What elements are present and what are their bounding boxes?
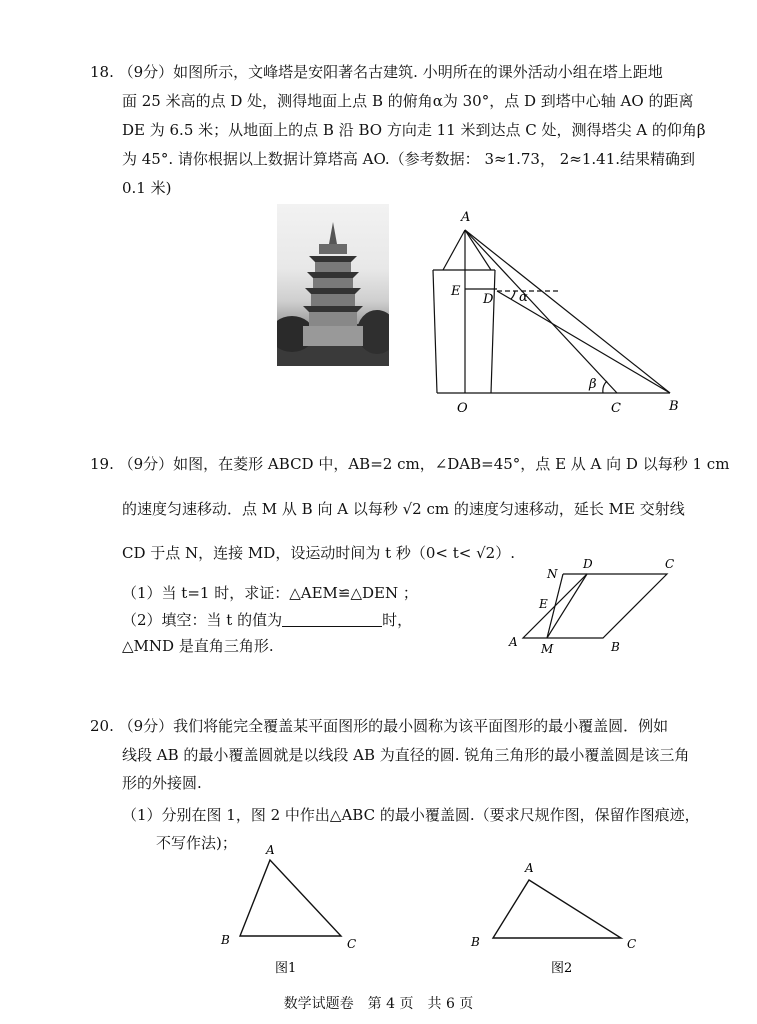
q19-line-5	[122, 610, 412, 630]
q19-label-b: B	[611, 640, 620, 654]
q18-label-c: C	[611, 401, 621, 416]
q18-label-o: O	[457, 401, 468, 416]
q20-line-3: 形的外接圆.	[122, 774, 202, 792]
q18-line-4: 为 45°. 请你根据以上数据计算塔高 AO.（参考数据： 3≈1.73， 2≈1.41.结果精确到	[122, 150, 696, 168]
q18-label-beta: β	[589, 377, 597, 392]
q19-label-c: C	[665, 557, 675, 571]
q18-line-5: 0.1 米)	[122, 179, 172, 197]
q19-line-4: （1）当 t=1 时，求证：△AEM≌△DEN ；	[122, 584, 418, 602]
page-footer: 数学试题卷 第 4 页 共 6 页	[283, 996, 474, 1012]
q18-line-2: 面 25 米高的点 D 处，测得地面上点 B 的俯角α为 30°，点 D 到塔中心轴 AO 的距离	[122, 92, 694, 110]
fig2-label-a: A	[525, 861, 534, 875]
q19-label-d: D	[583, 557, 593, 571]
q18-label-e: E	[451, 284, 461, 299]
q20-figure-1	[215, 840, 365, 980]
q19-line-2: 的速度匀速移动．点 M 从 B 向 A 以每秒 √2 cm 的速度匀速移动，延长 ME 交射线	[122, 500, 685, 518]
q19-label-e: E	[539, 597, 548, 611]
fig2-label-b: B	[471, 935, 480, 949]
q19-label-a: A	[509, 635, 518, 649]
fig2-label-c: C	[627, 937, 637, 951]
q18-label-a: A	[461, 210, 471, 225]
q20-line-4: （1）分别在图 1，图 2 中作出△ABC 的最小覆盖圆.（要求尺规作图，保留作图痕迹，	[122, 806, 700, 824]
fig1-label-a: A	[266, 843, 275, 857]
q19-part2-suffix: 时，	[382, 611, 413, 629]
q19-answer-blank[interactable]	[282, 612, 382, 627]
q18-line-3: DE 为 6.5 米；从地面上的点 B 沿 BO 方向走 11 米到达点 C 处，测得塔尖 A 的仰角β	[122, 121, 706, 139]
q19-figure	[505, 556, 695, 656]
fig1-label-c: C	[347, 937, 357, 951]
q20-line-2: 线段 AB 的最小覆盖圆就是以线段 AB 为直径的圆. 锐角三角形的最小覆盖圆是该三角	[122, 746, 690, 764]
pagoda-image	[277, 204, 389, 366]
fig1-caption: 图1	[275, 961, 297, 976]
q19-part2-prefix: （2）填空：当 t 的值为	[122, 611, 283, 629]
q18-line-1: 18. （9分）如图所示，文峰塔是安阳著名古建筑. 小明所在的课外活动小组在塔上距地	[90, 63, 663, 81]
q18-label-alpha: α	[519, 290, 528, 305]
q20-line-5: 不写作法)；	[156, 834, 237, 852]
q18-figure	[425, 205, 695, 420]
q19-line-1: 19. （9分）如图，在菱形 ABCD 中，AB=2 cm，∠DAB=45°，点 E 从 A 向 D 以每秒 1 cm	[90, 455, 730, 473]
q20-line-1: 20. （9分）我们将能完全覆盖某平面图形的最小圆称为该平面图形的最小覆盖圆．例如	[90, 717, 669, 735]
q18-label-b: B	[669, 399, 679, 414]
q19-label-m: M	[541, 642, 554, 656]
q20-figure-2	[465, 850, 645, 980]
q19-label-n: N	[547, 567, 558, 581]
q19-line-6: △MND 是直角三角形.	[122, 637, 274, 655]
pagoda-photo	[277, 204, 389, 366]
fig2-caption: 图2	[551, 961, 573, 976]
fig1-label-b: B	[221, 933, 230, 947]
q18-label-d: D	[483, 292, 494, 307]
q19-line-3: CD 于点 N，连接 MD，设运动时间为 t 秒（0< t< √2）.	[122, 544, 515, 562]
